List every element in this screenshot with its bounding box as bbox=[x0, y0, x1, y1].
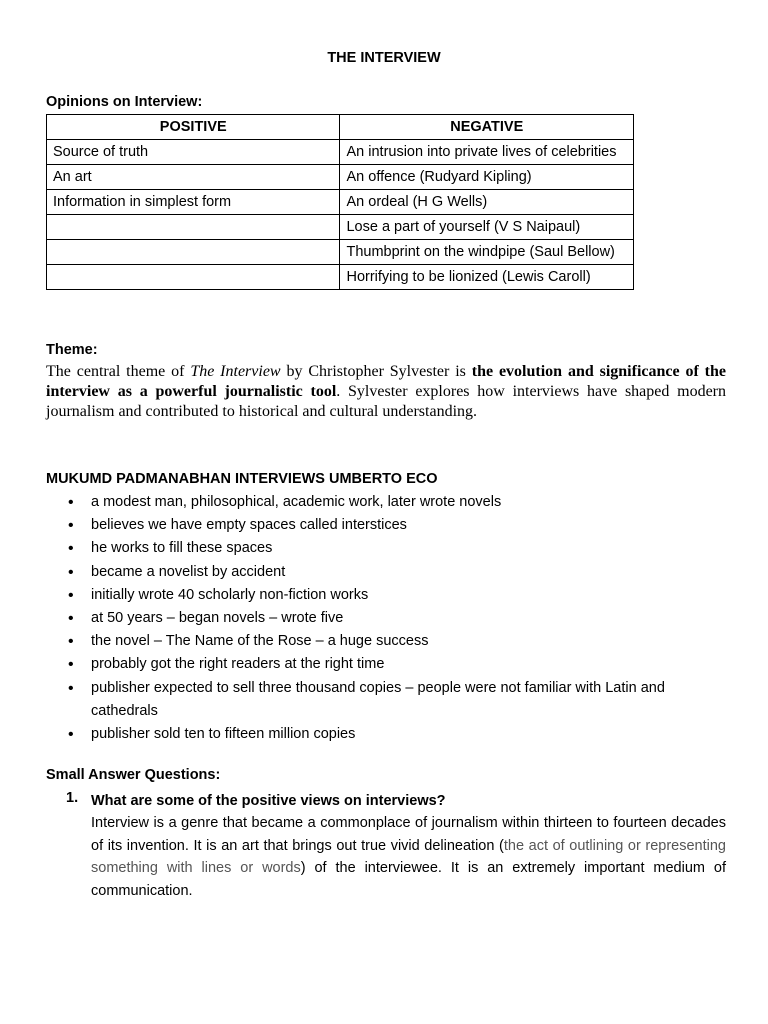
positive-cell bbox=[47, 265, 340, 290]
interview-heading: MUKUMD PADMANABHAN INTERVIEWS UMBERTO ECO bbox=[46, 471, 438, 487]
negative-cell: Horrifying to be lionized (Lewis Caroll) bbox=[340, 265, 634, 290]
positive-cell: Source of truth bbox=[47, 140, 340, 165]
positive-cell: An art bbox=[47, 165, 340, 190]
list-item: • publisher expected to sell three thousand copies – people were not familiar with Latin and cathedrals bbox=[46, 677, 726, 723]
list-item: • became a novelist by accident bbox=[46, 561, 726, 584]
answer-paragraph bbox=[91, 812, 726, 902]
list-item: • initially wrote 40 scholarly non-fiction works bbox=[46, 584, 726, 607]
table-row bbox=[47, 215, 634, 240]
negative-cell: An ordeal (H G Wells) bbox=[340, 190, 634, 215]
table-row bbox=[47, 165, 634, 190]
negative-cell: Thumbprint on the windpipe (Saul Bellow) bbox=[340, 240, 634, 265]
theme-emphasis: the evolution and significance of the interview as a powerful journalistic tool bbox=[46, 363, 727, 400]
positive-cell bbox=[47, 240, 340, 265]
question-item bbox=[66, 790, 726, 902]
questions-heading: Small Answer Questions: bbox=[46, 767, 221, 783]
list-item: • publisher sold ten to fifteen million copies bbox=[46, 723, 726, 746]
theme-heading: Theme: bbox=[46, 342, 98, 358]
list-item: • probably got the right readers at the right time bbox=[46, 653, 726, 676]
theme-text-part: by Christopher Sylvester is bbox=[280, 363, 472, 380]
page-title: THE INTERVIEW bbox=[327, 50, 441, 66]
theme-book-title: The Interview bbox=[190, 363, 281, 380]
negative-cell: An intrusion into private lives of celebrities bbox=[340, 140, 634, 165]
column-header-positive: POSITIVE bbox=[47, 115, 340, 140]
table-row bbox=[47, 190, 634, 215]
negative-cell: An offence (Rudyard Kipling) bbox=[340, 165, 634, 190]
answer-text: Interview is a genre that became a commonplace of journalism within thirteen to fourteen decades of its invention. It is an art that brings out true vivid delineation ( bbox=[91, 815, 726, 854]
opinions-table bbox=[46, 114, 634, 290]
list-item: • a modest man, philosophical, academic work, later wrote novels bbox=[46, 491, 726, 514]
positive-cell: Information in simplest form bbox=[47, 190, 340, 215]
table-header-row bbox=[47, 115, 634, 140]
list-item: • at 50 years – began novels – wrote five bbox=[46, 607, 726, 630]
table-row bbox=[47, 240, 634, 265]
negative-cell: Lose a part of yourself (V S Naipaul) bbox=[340, 215, 634, 240]
question-number: 1. bbox=[66, 790, 79, 806]
list-item: • he works to fill these spaces bbox=[46, 537, 726, 560]
theme-text-part: . Sylvester explores how interviews have shaped modern journalism and contributed to historical and cultural understanding. bbox=[46, 383, 726, 420]
answer-definition: the act of outlining or representing something with lines or words bbox=[91, 837, 726, 876]
answer-text: ) of the interviewee. It is an extremely important medium of communication. bbox=[91, 860, 726, 899]
theme-text-part: The central theme of bbox=[46, 363, 191, 380]
interview-points-list bbox=[46, 491, 726, 746]
theme-paragraph bbox=[46, 362, 726, 422]
table-row bbox=[47, 265, 634, 290]
list-item: • believes we have empty spaces called interstices bbox=[46, 514, 726, 537]
column-header-negative: NEGATIVE bbox=[340, 115, 634, 140]
table-row bbox=[47, 140, 634, 165]
list-item: • the novel – The Name of the Rose – a huge success bbox=[46, 630, 726, 653]
question-text: What are some of the positive views on interviews? bbox=[91, 793, 446, 809]
positive-cell bbox=[47, 215, 340, 240]
opinions-heading: Opinions on Interview: bbox=[46, 94, 203, 110]
